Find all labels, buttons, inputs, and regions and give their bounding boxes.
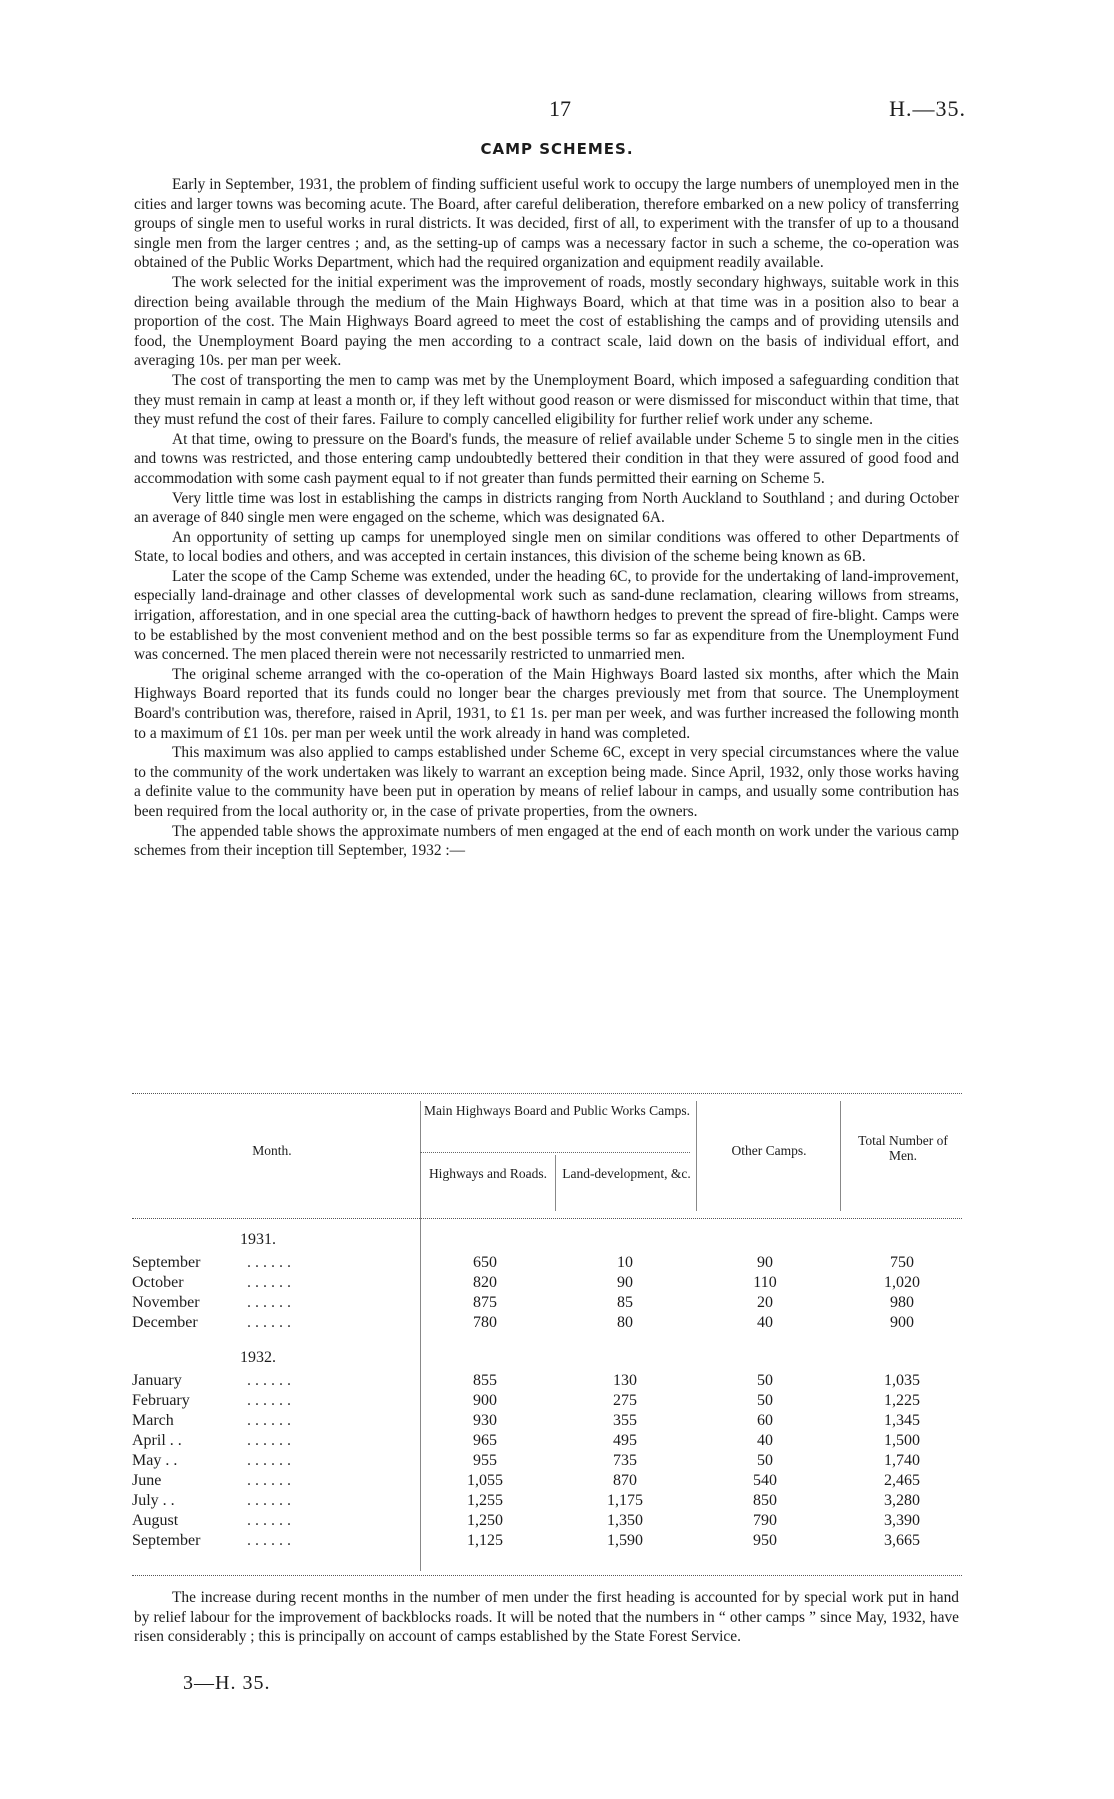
land-cell: 495 [613, 1432, 637, 1449]
total-cell: 1,225 [884, 1392, 920, 1409]
table-top-rule [132, 1093, 962, 1094]
table-row [132, 1432, 962, 1452]
highways-cell: 820 [473, 1274, 497, 1291]
table-row [132, 1412, 962, 1432]
month-cell: January [132, 1372, 182, 1389]
paragraph: The increase during recent months in the number of men under the first heading is accounted for by special work put in hand by relief labour for the improvement of backblocks roads. It will be noted that the numbers in “ other camps ” since May, 1932, have risen considerably ; this is principally on account of camps established by the State Forest Service. [134, 1589, 959, 1646]
land-cell: 1,175 [607, 1492, 643, 1509]
table-row [132, 1472, 962, 1492]
other-cell: 110 [753, 1274, 777, 1291]
month-cell: May . . [132, 1452, 178, 1469]
land-cell: 10 [617, 1254, 633, 1271]
month-cell: April . . [132, 1432, 182, 1449]
land-cell: 870 [613, 1472, 637, 1489]
header-other: Other Camps. [731, 1143, 807, 1158]
leader-dots: . . . . . . [247, 1532, 291, 1549]
paragraph: The appended table shows the approximate numbers of men engaged at the end of each month on work under the various camp schemes from their inception till September, 1932 :— [134, 822, 959, 860]
month-cell: March [132, 1412, 174, 1429]
leader-dots: . . . . . . [247, 1412, 291, 1429]
table-bottom-rule [132, 1575, 962, 1576]
month-cell: October [132, 1274, 184, 1291]
highways-cell: 1,250 [467, 1512, 503, 1529]
table-header-rule [132, 1218, 962, 1219]
other-cell: 50 [757, 1372, 773, 1389]
highways-cell: 930 [473, 1412, 497, 1429]
total-cell: 3,665 [884, 1532, 920, 1549]
month-cell: August [132, 1512, 179, 1529]
table-row [132, 1452, 962, 1472]
table-row [132, 1512, 962, 1532]
land-cell: 90 [617, 1274, 633, 1291]
leader-dots: . . . . . . [247, 1294, 291, 1311]
section-title: CAMP SCHEMES. [480, 140, 634, 158]
total-cell: 1,345 [884, 1412, 920, 1429]
leader-dots: . . . . . . [247, 1314, 291, 1331]
month-cell: September [132, 1254, 201, 1271]
land-cell: 1,590 [607, 1532, 643, 1549]
column-divider [555, 1155, 556, 1211]
paragraph: An opportunity of setting up camps for unemployed single men on similar conditions was offered to other Departments of State, to local bodies and others, and was accepted in certain instances, this division of the scheme being known as 6B. [134, 528, 959, 566]
signature-mark: 3—H. 35. [183, 1672, 271, 1694]
highways-cell: 1,055 [467, 1472, 503, 1489]
other-cell: 40 [757, 1314, 773, 1331]
highways-cell: 965 [473, 1432, 497, 1449]
other-cell: 790 [753, 1512, 777, 1529]
table-row [132, 1274, 962, 1294]
leader-dots: . . . . . . [247, 1372, 291, 1389]
land-cell: 355 [613, 1412, 637, 1429]
total-cell: 980 [890, 1294, 914, 1311]
paragraph: The cost of transporting the men to camp was met by the Unemployment Board, which imposed a safeguarding condition that they must remain in camp at least a month or, if they left without good reason or were dismissed for misconduct within that time, that they must refund the cost of their fares. Failure to comply cancelled eligibility for further relief work under any scheme. [134, 371, 959, 429]
total-cell: 1,020 [884, 1274, 920, 1291]
column-divider [840, 1101, 841, 1211]
highways-cell: 780 [473, 1314, 497, 1331]
body-text [134, 175, 959, 861]
highways-cell: 855 [473, 1372, 497, 1389]
highways-cell: 875 [473, 1294, 497, 1311]
paragraph: The original scheme arranged with the co-operation of the Main Highways Board lasted six months, after which the Main Highways Board reported that its funds could no longer bear the charges previously met from that source. The Unemployment Board's contribution was, therefore, raised in April, 1931, to £1 1s. per man per week, and was further increased the following month to a maximum of £1 10s. per man per week until the work already in hand was completed. [134, 665, 959, 742]
other-cell: 850 [753, 1492, 777, 1509]
highways-cell: 955 [473, 1452, 497, 1469]
year-label: 1931. [240, 1231, 276, 1248]
other-cell: 20 [757, 1294, 773, 1311]
other-cell: 50 [757, 1452, 773, 1469]
highways-cell: 1,255 [467, 1492, 503, 1509]
header-land: Land-development, &c. [562, 1166, 691, 1181]
paragraph: The work selected for the initial experiment was the improvement of roads, mostly secondary highways, suitable work in this direction being available through the medium of the Main Highways Board, which at that time was in a position also to bear a proportion of the cost. The Main Highways Board agreed to meet the cost of establishing the camps and of providing utensils and food, the Unemployment Board paying the men according to a contract scale, laid down on the basis of individual effort, and averaging 10s. per man per week. [134, 273, 959, 370]
paragraph: Later the scope of the Camp Scheme was extended, under the heading 6C, to provide for the undertaking of land-improvement, especially land-drainage and other classes of developmental work such as sand-dune reclamation, clearing willows from streams, irrigation, afforestation, and in one special area the cutting-back of hawthorn hedges to prevent the spread of fire-blight. Camps were to be established by the most convenient method and on the best possible terms so far as expenditure from the Unemployment Fund was concerned. The men placed therein were not necessarily restricted to unmarried men. [134, 567, 959, 664]
month-cell: February [132, 1392, 190, 1409]
month-cell: November [132, 1294, 200, 1311]
other-cell: 540 [753, 1472, 777, 1489]
month-cell: December [132, 1314, 198, 1331]
table-row [132, 1492, 962, 1512]
table-row [132, 1392, 962, 1412]
leader-dots: . . . . . . [247, 1492, 291, 1509]
paragraph: Very little time was lost in establishing the camps in districts ranging from North Auckland to Southland ; and during October an average of 840 single men were engaged on the scheme, which was designated 6A. [134, 489, 959, 527]
month-cell: June [132, 1472, 162, 1489]
group-header-rule [420, 1152, 690, 1153]
leader-dots: . . . . . . [247, 1432, 291, 1449]
closing-text [134, 1588, 959, 1647]
month-cell: July . . [132, 1492, 175, 1509]
table-row [132, 1294, 962, 1314]
highways-cell: 900 [473, 1392, 497, 1409]
total-cell: 750 [890, 1254, 914, 1271]
land-cell: 130 [613, 1372, 637, 1389]
total-cell: 3,390 [884, 1512, 920, 1529]
leader-dots: . . . . . . [247, 1254, 291, 1271]
leader-dots: . . . . . . [247, 1472, 291, 1489]
header-month: Month. [252, 1143, 292, 1158]
total-cell: 900 [890, 1314, 914, 1331]
leader-dots: . . . . . . [247, 1452, 291, 1469]
document-code: H.—35. [889, 96, 966, 121]
table-row [132, 1254, 962, 1274]
leader-dots: . . . . . . [247, 1512, 291, 1529]
land-cell: 80 [617, 1314, 633, 1331]
other-cell: 60 [757, 1412, 773, 1429]
total-cell: 1,035 [884, 1372, 920, 1389]
total-cell: 1,500 [884, 1432, 920, 1449]
land-cell: 1,350 [607, 1512, 643, 1529]
other-cell: 90 [757, 1254, 773, 1271]
land-cell: 275 [613, 1392, 637, 1409]
column-divider [696, 1101, 697, 1211]
highways-cell: 1,125 [467, 1532, 503, 1549]
paragraph: Early in September, 1931, the problem of finding sufficient useful work to occupy the large numbers of unemployed men in the cities and larger towns was becoming acute. The Board, after careful deliberation, therefore embarked on a new policy of transferring groups of single men to useful works in rural districts. It was decided, first of all, to experiment with the transfer of up to a thousand single men from the larger centres ; and, as the setting-up of camps was a necessary factor in such a scheme, the co-operation was obtained of the Public Works Department, which had the required organization and equipment readily available. [134, 176, 959, 272]
total-cell: 2,465 [884, 1472, 920, 1489]
table-row [132, 1532, 962, 1552]
table-row [132, 1372, 962, 1392]
paragraph: This maximum was also applied to camps established under Scheme 6C, except in very special circumstances where the value to the community of the work undertaken was likely to warrant an exception being made. Since April, 1932, only those works having a definite value to the community have been put in operation by means of relief labour in camps, and usually some contribution has been required from the local authority or, in the case of private properties, from the owners. [134, 744, 959, 820]
land-cell: 85 [617, 1294, 633, 1311]
month-cell: September [132, 1532, 201, 1549]
page-header [0, 96, 1114, 126]
leader-dots: . . . . . . [247, 1392, 291, 1409]
other-cell: 40 [757, 1432, 773, 1449]
year-label: 1932. [240, 1349, 276, 1366]
highways-cell: 650 [473, 1254, 497, 1271]
paragraph: At that time, owing to pressure on the Board's funds, the measure of relief available under Scheme 5 to single men in the cities and towns was restricted, and those entering camp undoubtedly bettered their condition in that they were assured of good food and accommodation with some cash payment equal to if not greater than funds permitted their earning on Scheme 5. [134, 430, 959, 487]
leader-dots: . . . . . . [247, 1274, 291, 1291]
table-row [132, 1314, 962, 1334]
page-number: 17 [549, 96, 571, 121]
land-cell: 735 [613, 1452, 637, 1469]
header-group: Main Highways Board and Public Works Camps. [423, 1103, 691, 1118]
header-highways: Highways and Roads. [428, 1166, 548, 1181]
total-cell: 3,280 [884, 1492, 920, 1509]
other-cell: 50 [757, 1392, 773, 1409]
total-cell: 1,740 [884, 1452, 920, 1469]
other-cell: 950 [753, 1532, 777, 1549]
header-total: Total Number of Men. [858, 1133, 948, 1163]
